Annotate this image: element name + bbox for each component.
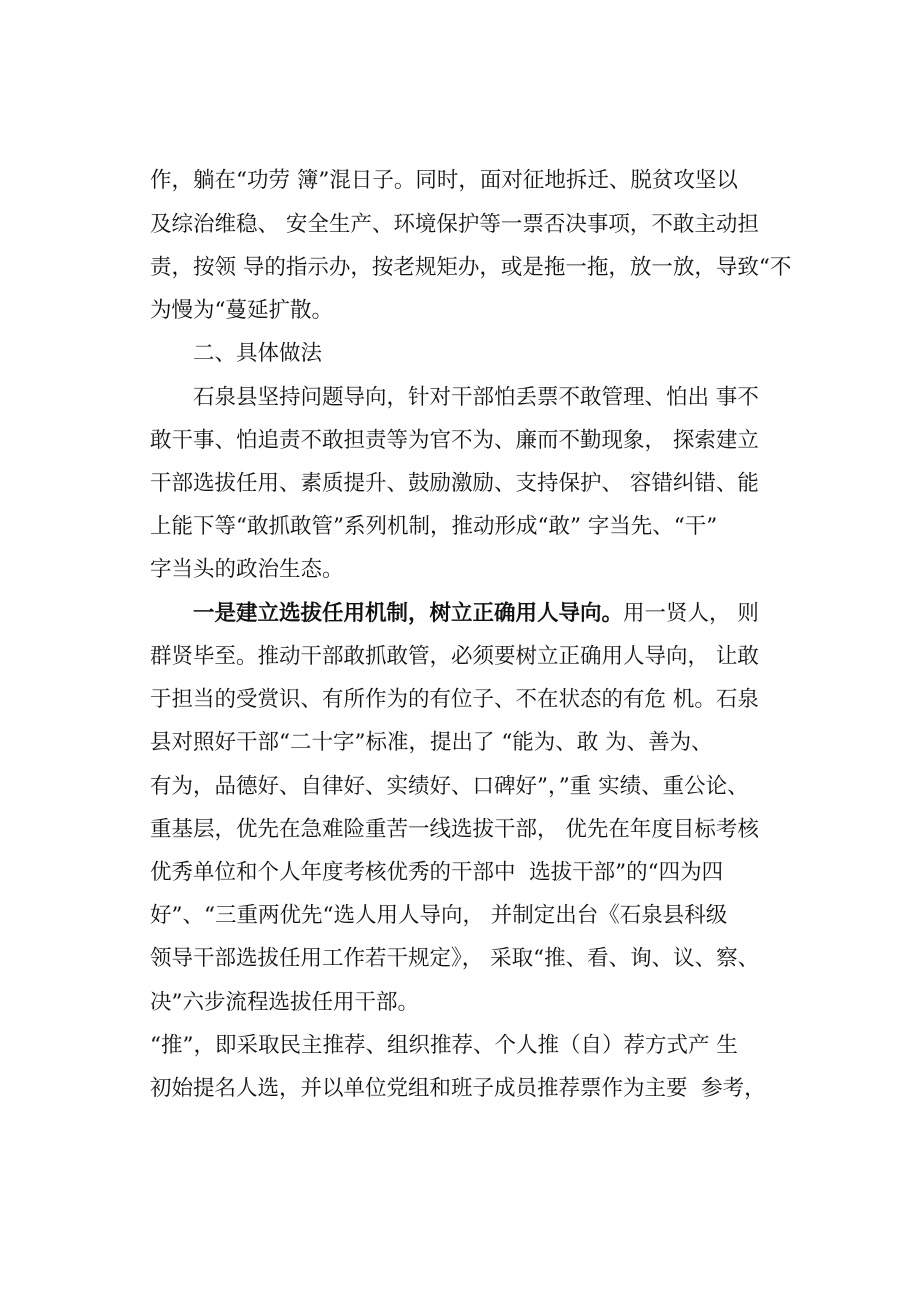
paragraph-1-line-2: 及综治维稳、 安全生产、环境保护等一票否决事项，不敢主动担 [150, 212, 759, 237]
paragraph-3-line-6: 重基层，优先在急难险重苦一线选拔干部， 优先在年度目标考核 [150, 817, 759, 842]
paragraph-3-line-5: 有为，品德好、自律好、实绩好、口碑好”，”重 实绩、重公论、 [150, 774, 749, 799]
paragraph-3-line-8: 好”、“三重两优先“选人用人导向， 并制定出台《石泉县科级 [150, 903, 728, 928]
paragraph-3-bold-lead: 一是建立选拔任用机制，树立正确用人导向。 [193, 601, 624, 626]
paragraph-2-line-3: 干部选拔任用、素质提升、鼓励激励、支持保护、 容错纠错、能 [150, 471, 759, 496]
paragraph-3-line-3: 于担当的受赏识、有所作为的有位子、不在状态的有危 机。石泉 [150, 687, 759, 712]
paragraph-3-line-10: 决”六步流程选拔任用干部。 [150, 990, 419, 1015]
paragraph-1-line-4: 为慢为“蔓延扩散。 [150, 298, 333, 323]
section-heading: 二、具体做法 [193, 341, 323, 366]
paragraph-3-line-4: 县对照好干部“二十字”标准，提出了 “能为、敢 为、善为、 [150, 730, 713, 755]
paragraph-3-line-2: 群贤毕至。推动干部敢抓敢管，必须要树立正确用人导向， 让敢 [150, 644, 759, 669]
paragraph-3-line-9: 领导干部选拔任用工作若干规定》， 采取“推、看、询、议、察、 [150, 946, 760, 971]
paragraph-4-line-2: 初始提名人选，并以单位党组和班子成员推荐票作为主要 参考， [150, 1076, 766, 1101]
paragraph-2-line-5: 字当头的政治生态。 [150, 557, 344, 582]
paragraph-4-line-1: “推”，即采取民主推荐、组织推荐、个人推（自）荐方式产 生 [150, 1033, 738, 1058]
paragraph-2-line-4: 上能下等“敢抓敢管”系列机制，推动形成“敢” 字当先、“干” [150, 514, 718, 539]
paragraph-3-line-7: 优秀单位和个人年度考核优秀的干部中 选拔干部”的“四为四 [150, 860, 724, 885]
paragraph-2-line-2: 敢干事、怕追责不敢担责等为官不为、廉而不勤现象， 探索建立 [150, 428, 759, 453]
paragraph-3-line-1 [193, 599, 810, 629]
paragraph-2-line-1: 石泉县坚持问题导向，针对干部怕丢票不敢管理、怕出 事不 [193, 385, 759, 410]
paragraph-1-line-3: 责，按领 导的指示办，按老规矩办，或是拖一拖，放一放，导致“不 [150, 255, 792, 280]
paragraph-1-line-1: 作，躺在“功劳 簿”混日子。同时，面对征地拆迁、脱贫攻坚以 [150, 168, 738, 193]
paragraph-3-line-1-rest: 用一贤人， 则 [623, 601, 759, 626]
